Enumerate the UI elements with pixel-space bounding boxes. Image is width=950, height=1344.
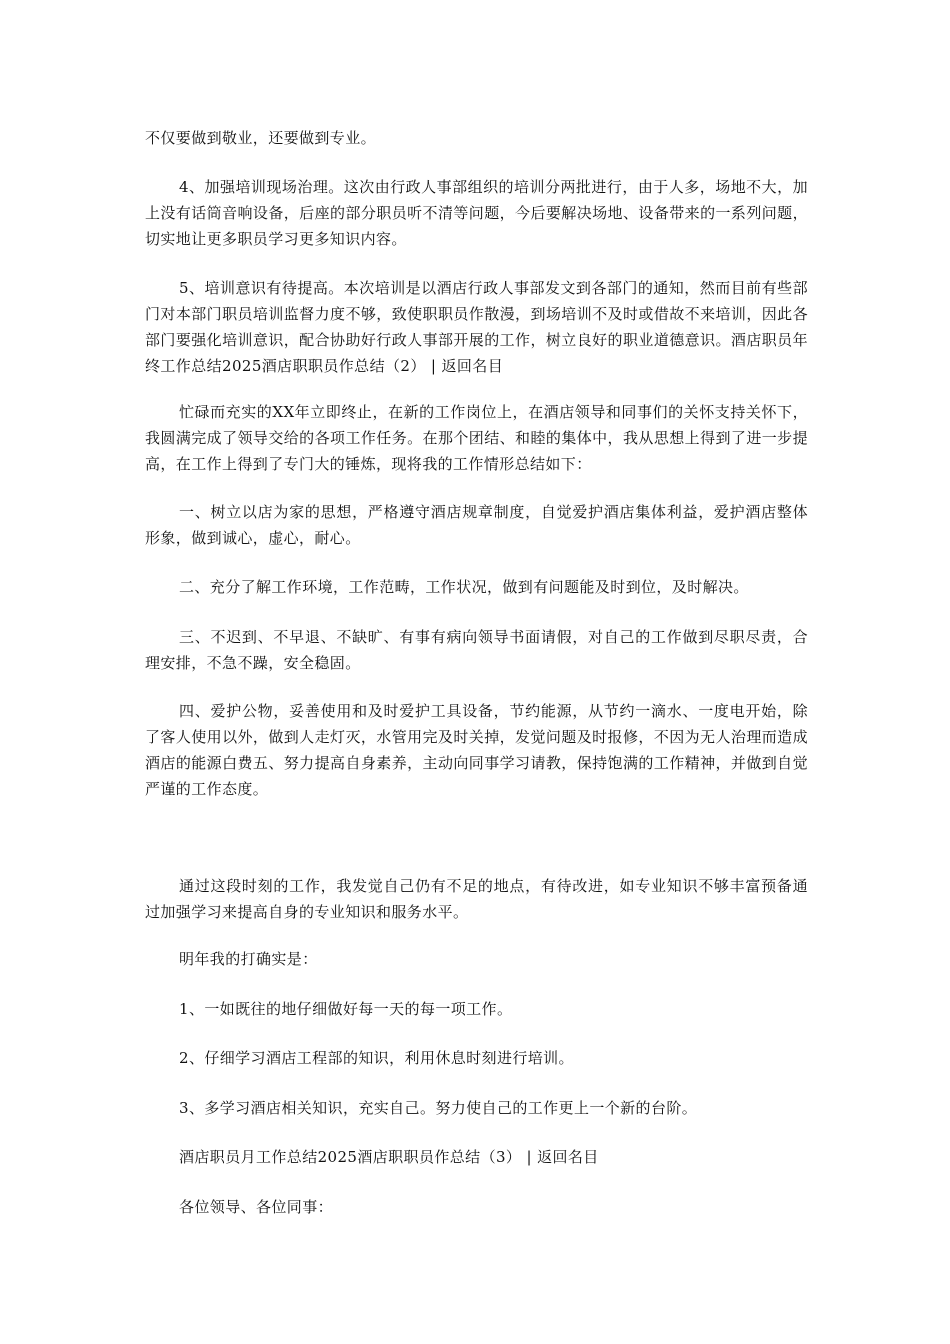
paragraph-professional: 不仅要做到敬业，还要做到专业。 (145, 129, 377, 147)
paragraph-item-three: 三、不迟到、不早退、不缺旷、有事有病向领导书面请假，对自己的工作做到尽职尽责，合理安排，不急不躁，安全稳固。 (145, 628, 808, 672)
section-heading-summary-3: 酒店职员月工作总结2025酒店职职员作总结（3） | 返回名目 (179, 1148, 599, 1166)
list-item-plan-2: 2、仔细学习酒店工程部的知识，利用休息时刻进行培训。 (179, 1049, 574, 1067)
paragraph-year-intro: 忙碌而充实的XX年立即终止，在新的工作岗位上，在酒店领导和同事们的关怀支持关怀下，我圆满完成了领导交给的各项工作任务。在那个团结、和睦的集体中，我从思想上得到了进一步提高，在工作上得到了专门大的锤炼，现将我的工作情形总结如下： (145, 403, 808, 473)
paragraph-item-two: 二、充分了解工作环境，工作范畴，工作状况，做到有问题能及时到位，及时解决。 (179, 578, 749, 596)
paragraph-training-awareness: 5、培训意识有待提高。本次培训是以酒店行政人事部发文到各部门的通知，然而目前有些部门对本部门职员培训监督力度不够，致使职职员作散漫，到场培训不及时或借故不来培训，因此各部门要强化培训意识，配合协助好行政人事部开展的工作，树立良好的职业道德意识。酒店职员年终工作总结2025酒店职职员作总结（2） | 返回名目 (145, 279, 808, 375)
paragraph-training-site: 4、加强培训现场治理。这次由行政人事部组织的培训分两批进行，由于人多，场地不大，加上没有话筒音响设备，后座的部分职员听不清等问题，今后要解决场地、设备带来的一系列问题，切实地让更多职员学习更多知识内容。 (145, 178, 808, 248)
paragraph-next-year-plan: 明年我的打确实是： (179, 950, 318, 968)
paragraph-item-four: 四、爱护公物，妥善使用和及时爱护工具设备，节约能源，从节约一滴水、一度电开始，除了客人使用以外，做到人走灯灭，水管用完及时关掉，发觉问题及时报修，不因为无人治理而造成酒店的能源白费五、努力提高自身素养，主动向同事学习请教，保持饱满的工作精神，并做到自觉严谨的工作态度。 (145, 702, 808, 798)
paragraph-greeting: 各位领导、各位同事： (179, 1198, 334, 1216)
paragraph-self-review: 通过这段时刻的工作，我发觉自己仍有不足的地点，有待改进，如专业知识不够丰富预备通过加强学习来提高自身的专业知识和服务水平。 (145, 877, 808, 921)
paragraph-item-one: 一、树立以店为家的思想，严格遵守酒店规章制度，自觉爱护酒店集体利益，爱护酒店整体形象，做到诚心，虚心，耐心。 (145, 503, 808, 547)
list-item-plan-3: 3、多学习酒店相关知识，充实自己。努力使自己的工作更上一个新的台阶。 (179, 1099, 698, 1117)
list-item-plan-1: 1、一如既往的地仔细做好每一天的每一项工作。 (179, 1000, 513, 1018)
